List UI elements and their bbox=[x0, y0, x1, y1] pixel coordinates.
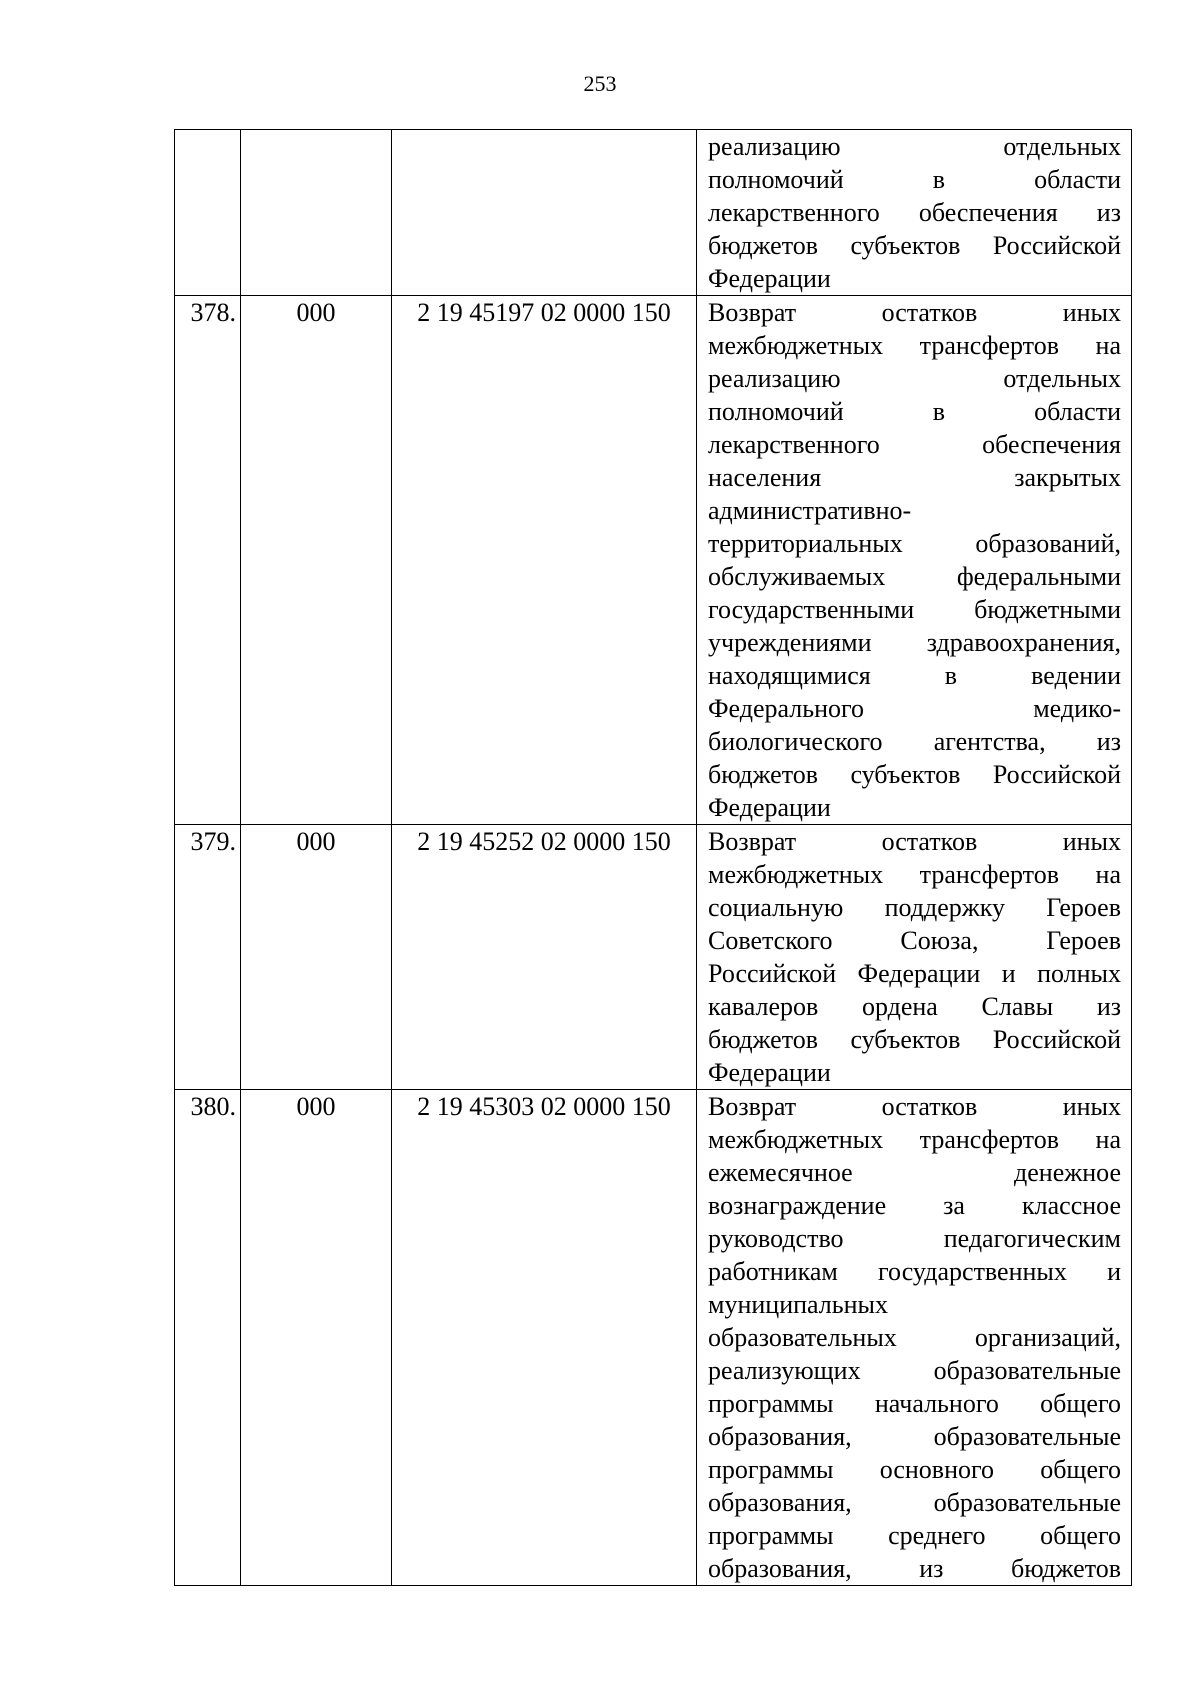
income-description bbox=[697, 1090, 1132, 1586]
description-line: лекарственного обеспечения bbox=[708, 430, 1121, 459]
description-line: реализующих образовательные bbox=[708, 1356, 1121, 1385]
description-line: биологического агентства, из bbox=[708, 727, 1121, 756]
description-line: Возврат остатков иных bbox=[708, 1092, 1121, 1121]
description-line: Возврат остатков иных bbox=[708, 298, 1121, 327]
table-row bbox=[175, 130, 1132, 296]
description-line: образования, из бюджетов bbox=[708, 1554, 1121, 1583]
table-row bbox=[175, 825, 1132, 1090]
table-row bbox=[175, 1090, 1132, 1586]
description-line: Советского Союза, Героев bbox=[708, 926, 1121, 955]
description-line: бюджетов субъектов Российской bbox=[708, 231, 1121, 260]
budget-classification-code bbox=[392, 130, 697, 296]
description-line: программы начального общего bbox=[708, 1389, 1121, 1418]
budget-classification-code: 2 19 45303 02 0000 150 bbox=[392, 1090, 697, 1586]
admin-code: 000 bbox=[241, 296, 392, 825]
description-line: лекарственного обеспечения из bbox=[708, 198, 1121, 227]
description-line: муниципальных bbox=[708, 1290, 889, 1319]
description-line: межбюджетных трансфертов на bbox=[708, 331, 1121, 360]
description-line: межбюджетных трансфертов на bbox=[708, 860, 1121, 889]
description-line: Федерации bbox=[708, 1058, 831, 1087]
description-line: социальную поддержку Героев bbox=[708, 893, 1121, 922]
description-line: полномочий в области bbox=[708, 165, 1121, 194]
description-line: Российской Федерации и полных bbox=[708, 959, 1121, 988]
income-description bbox=[697, 296, 1132, 825]
description-line: межбюджетных трансфертов на bbox=[708, 1125, 1121, 1154]
admin-code: 000 bbox=[241, 1090, 392, 1586]
description-line: программы основного общего bbox=[708, 1455, 1121, 1484]
description-line: руководство педагогическим bbox=[708, 1224, 1121, 1253]
description-line: реализацию отдельных bbox=[708, 364, 1121, 393]
description-line: вознаграждение за классное bbox=[708, 1191, 1121, 1220]
description-line: государственными бюджетными bbox=[708, 595, 1121, 624]
description-line: обслуживаемых федеральными bbox=[708, 562, 1121, 591]
description-line: Федерального медико- bbox=[708, 694, 1121, 723]
description-line: Федерации bbox=[708, 264, 831, 293]
description-line: Возврат остатков иных bbox=[708, 827, 1121, 856]
income-description bbox=[697, 825, 1132, 1090]
description-line: кавалеров ордена Славы из bbox=[708, 992, 1121, 1021]
description-line: работникам государственных и bbox=[708, 1257, 1121, 1286]
row-number: 380. bbox=[175, 1090, 241, 1586]
budget-codes-table bbox=[174, 129, 1132, 1586]
description-line: бюджетов субъектов Российской bbox=[708, 1025, 1121, 1054]
description-line: административно- bbox=[708, 496, 912, 525]
description-line: территориальных образований, bbox=[708, 529, 1121, 558]
page-number: 253 bbox=[583, 71, 617, 96]
description-line: учреждениями здравоохранения, bbox=[708, 628, 1121, 657]
row-number: 379. bbox=[175, 825, 241, 1090]
description-line: Федерации bbox=[708, 793, 831, 822]
row-number bbox=[175, 130, 241, 296]
admin-code bbox=[241, 130, 392, 296]
description-line: программы среднего общего bbox=[708, 1521, 1121, 1550]
description-line: ежемесячное денежное bbox=[708, 1158, 1121, 1187]
admin-code: 000 bbox=[241, 825, 392, 1090]
description-line: находящимися в ведении bbox=[708, 661, 1121, 690]
table-row bbox=[175, 296, 1132, 825]
description-line: образования, образовательные bbox=[708, 1488, 1121, 1517]
description-line: населения закрытых bbox=[708, 463, 1121, 492]
description-line: полномочий в области bbox=[708, 397, 1121, 426]
budget-classification-code: 2 19 45252 02 0000 150 bbox=[392, 825, 697, 1090]
description-line: бюджетов субъектов Российской bbox=[708, 760, 1121, 789]
budget-classification-code: 2 19 45197 02 0000 150 bbox=[392, 296, 697, 825]
row-number: 378. bbox=[175, 296, 241, 825]
description-line: образовательных организаций, bbox=[708, 1323, 1121, 1352]
description-line: реализацию отдельных bbox=[708, 132, 1121, 161]
income-description bbox=[697, 130, 1132, 296]
description-line: образования, образовательные bbox=[708, 1422, 1121, 1451]
